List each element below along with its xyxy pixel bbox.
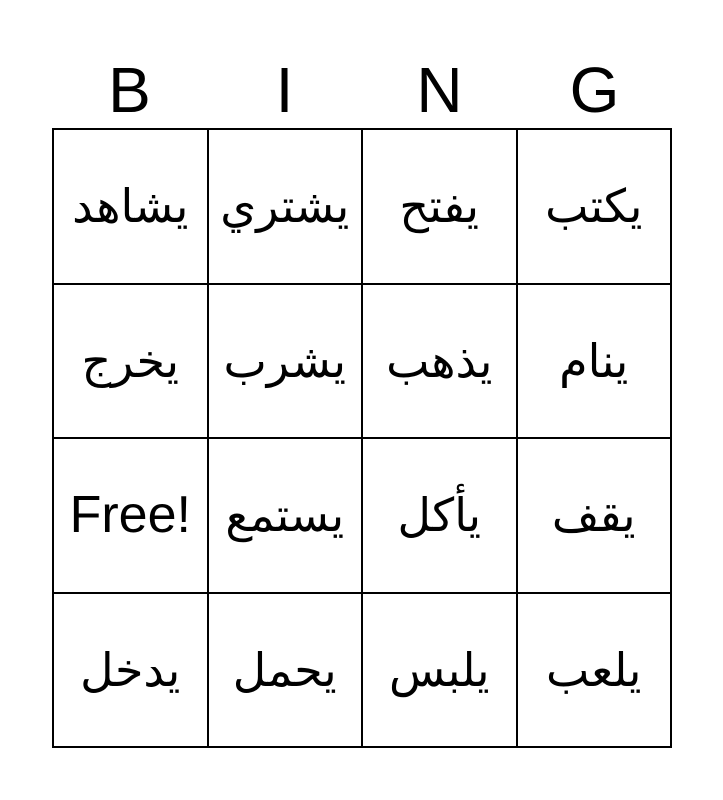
bingo-cell-r4-c2[interactable]: [209, 594, 364, 749]
bingo-cell-r4-c3[interactable]: [363, 594, 518, 749]
cell-word: يحمل: [232, 642, 337, 697]
bingo-cell-r4-c1[interactable]: [54, 594, 209, 749]
bingo-cell-r1-c1[interactable]: [54, 130, 209, 285]
bingo-cell-r2-c2[interactable]: [209, 285, 364, 440]
header-letter-n: N: [416, 54, 463, 126]
bingo-cell-r3-c3[interactable]: [363, 439, 518, 594]
cell-word: يشاهد: [72, 179, 189, 234]
cell-word: يأكل: [397, 488, 482, 543]
bingo-cell-r3-c4[interactable]: [518, 439, 673, 594]
cell-word: يلعب: [546, 642, 642, 697]
cell-word: يدخل: [80, 642, 181, 697]
cell-word: يفتح: [399, 179, 480, 234]
bingo-cell-free[interactable]: [54, 439, 209, 594]
bingo-cell-r2-c1[interactable]: [54, 285, 209, 440]
bingo-header: [52, 52, 672, 128]
bingo-board: [52, 128, 672, 748]
bingo-cell-r1-c3[interactable]: [363, 130, 518, 285]
cell-word: يشتري: [220, 179, 350, 234]
bingo-cell-r2-c4[interactable]: [518, 285, 673, 440]
cell-word: يكتب: [545, 179, 643, 234]
header-letter-b: B: [108, 54, 151, 126]
bingo-cell-r4-c4[interactable]: [518, 594, 673, 749]
bingo-cell-r1-c4[interactable]: [518, 130, 673, 285]
bingo-cell-r3-c2[interactable]: [209, 439, 364, 594]
cell-word: ينام: [559, 333, 629, 388]
bingo-cell-r1-c2[interactable]: [209, 130, 364, 285]
cell-word: يقف: [551, 488, 636, 543]
bingo-cell-r2-c3[interactable]: [363, 285, 518, 440]
cell-word: يلبس: [388, 642, 490, 697]
cell-word: يذهب: [386, 333, 493, 388]
cell-word: يستمع: [225, 488, 345, 543]
header-letter-g: G: [569, 54, 620, 126]
cell-word: يخرج: [81, 333, 180, 388]
cell-word: يشرب: [223, 333, 347, 388]
free-space-label: Free!: [69, 486, 191, 545]
header-letter-i: I: [275, 54, 294, 126]
